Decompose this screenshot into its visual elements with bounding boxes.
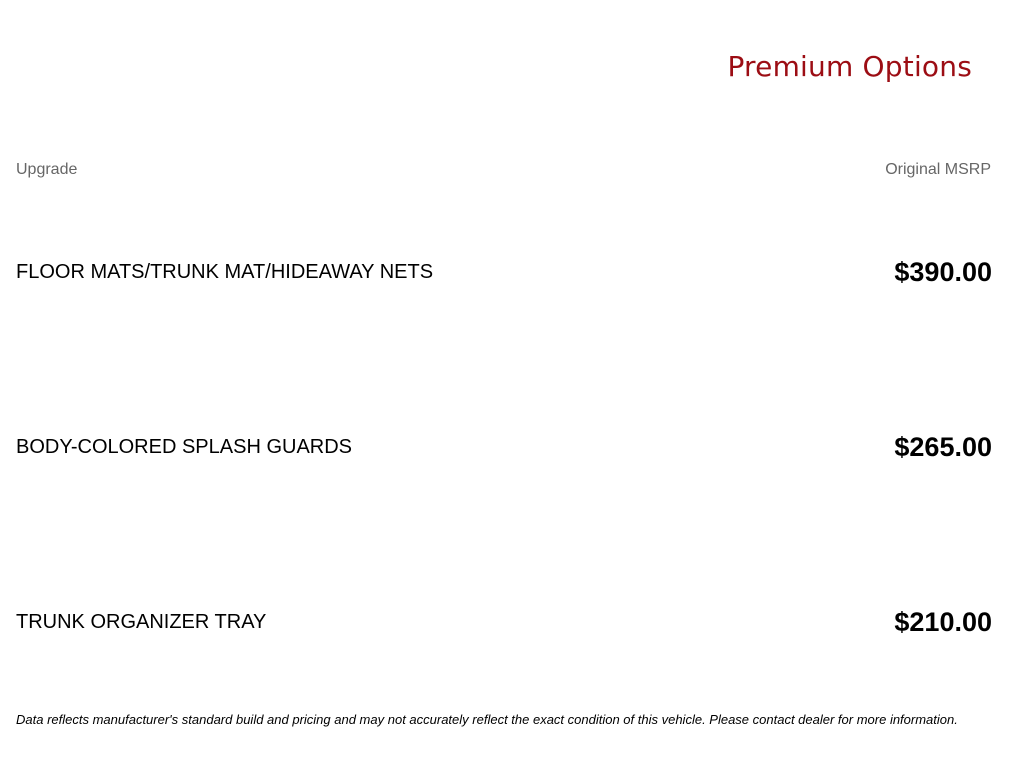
option-row-floor-mats xyxy=(16,252,992,292)
option-price: $390.00 xyxy=(894,257,992,287)
option-name: TRUNK ORGANIZER TRAY xyxy=(16,611,267,633)
option-name: FLOOR MATS/TRUNK MAT/HIDEAWAY NETS xyxy=(16,261,434,283)
option-price: $265.00 xyxy=(894,432,992,462)
disclaimer-text: Data reflects manufacturer's standard build and pricing and may not accurately reflect the exact condition of this vehicle. Please contact dealer for more information. xyxy=(16,712,958,727)
option-row-splash-guards xyxy=(16,427,992,467)
msrp-column-header: Original MSRP xyxy=(885,161,991,178)
page-title: Premium Options xyxy=(727,50,972,83)
option-name: BODY-COLORED SPLASH GUARDS xyxy=(16,436,353,458)
option-row-trunk-tray xyxy=(16,602,992,642)
option-price: $210.00 xyxy=(894,607,992,637)
upgrade-column-header: Upgrade xyxy=(16,161,78,178)
